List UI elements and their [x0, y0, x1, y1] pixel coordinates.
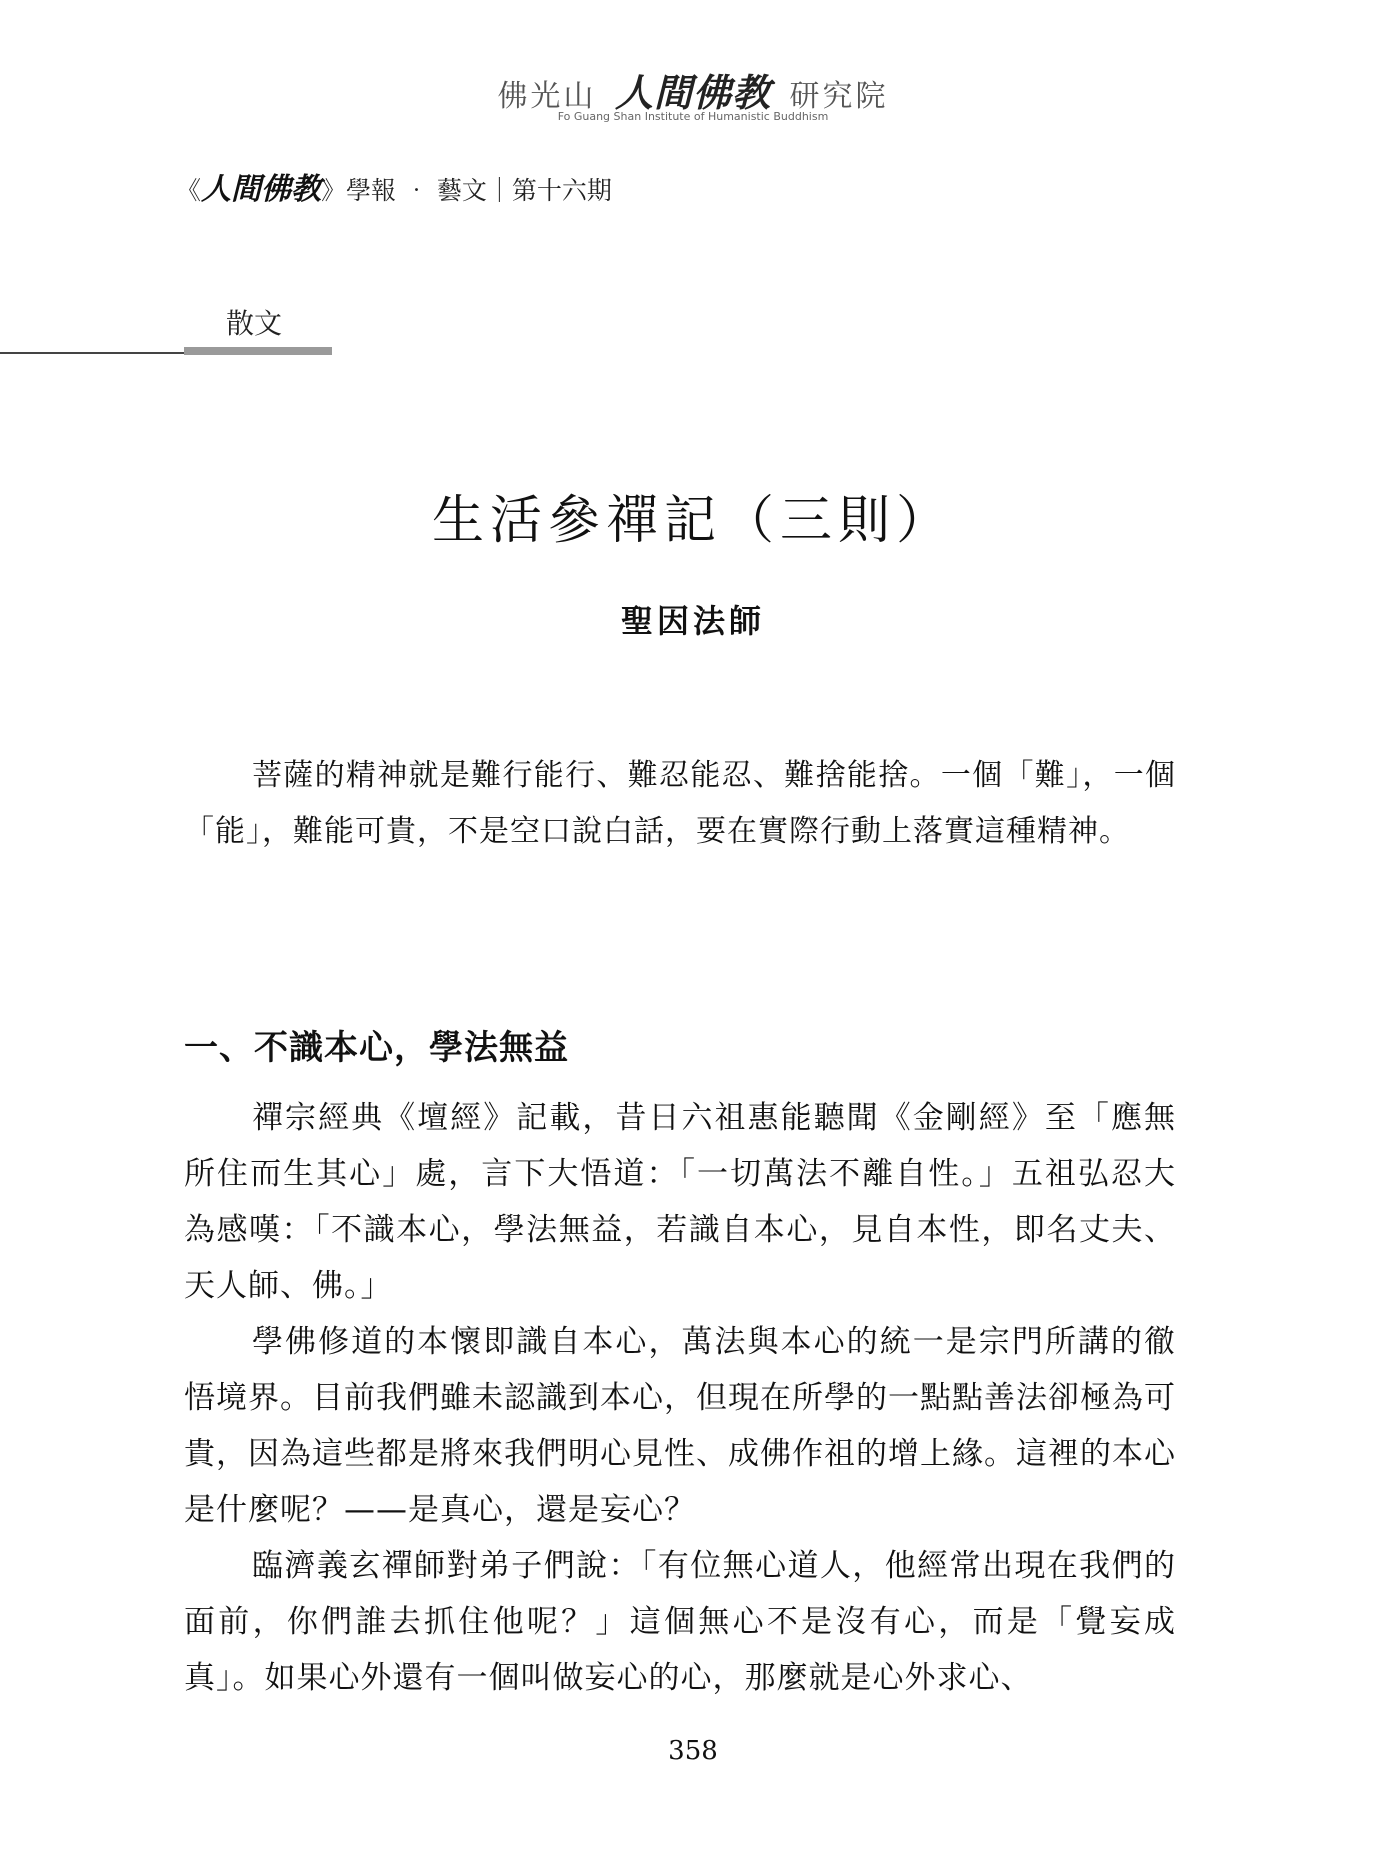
institute-name-prefix: 佛光山 [497, 79, 597, 114]
section-tab-bar [184, 347, 332, 355]
journal-title [176, 164, 612, 208]
body-paragraph-3: 臨濟義玄禪師對弟子們說：「有位無心道人，他經常出現在我們的面前，你們誰去抓住他呢？」這個無心不是沒有心，而是「覺妄成真」。如果心外還有一個叫做妄心的心，那麼就是心外求心、 [184, 1548, 1176, 1696]
body-paragraph-2: 學佛修道的本懷即識自本心，萬法與本心的統一是宗門所講的徹悟境界。目前我們雖未認識到本心，但現在所學的一點點善法卻極為可貴，因為這些都是將來我們明心見性、成佛作祖的增上緣。這裡的本心是什麼呢？——是真心，還是妄心？ [184, 1324, 1176, 1528]
article-title: 生活參禪記（三則） [431, 491, 954, 551]
article-author: 聖因法師 [620, 602, 765, 640]
page-number: 358 [668, 1736, 718, 1766]
journal-issue: 》學報 ‧ 藝文｜第十六期 [321, 176, 612, 205]
intro-paragraph: 菩薩的精神就是難行能行、難忍能忍、難捨能捨。一個「難」，一個「能」，難能可貴，不是空口說白話，要在實際行動上落實這種精神。 [184, 758, 1176, 849]
journal-bracket-open: 《 [176, 176, 202, 205]
section-rule [0, 352, 184, 354]
institute-header [0, 62, 1386, 117]
humanistic-buddhism-logo: 人間佛教 [614, 71, 771, 115]
journal-logo: 人間佛教 [201, 172, 322, 207]
section-heading-1: 一、不識本心，學法無益 [184, 1028, 569, 1068]
institute-name-suffix: 研究院 [789, 79, 889, 114]
institute-english-name: Fo Guang Shan Institute of Humanistic Buddhism [557, 110, 829, 123]
section-label: 散文 [226, 307, 283, 340]
body-paragraph-1: 禪宗經典《壇經》記載，昔日六祖惠能聽聞《金剛經》至「應無所住而生其心」處，言下大悟道：「一切萬法不離自性。」五祖弘忍大為感嘆：「不識本心，學法無益，若識自本心，見自本性，即名丈夫、天人師、佛。」 [184, 1100, 1176, 1304]
